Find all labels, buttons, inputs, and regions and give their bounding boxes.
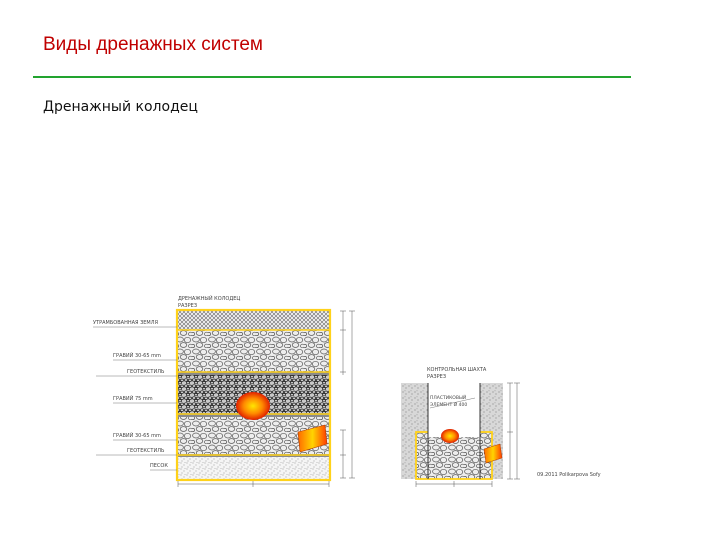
label-gravel-lower: ГРАВИЙ 30-65 mm (113, 433, 161, 439)
label-compacted-soil: УТРАМБОВАННАЯ ЗЕМЛЯ (93, 320, 158, 326)
slide-title: Виды дренажных систем (43, 34, 263, 55)
left-caption-line1: ДРЕНАЖНЫЙ КОЛОДЕЦ (178, 296, 241, 302)
layer-gravel-upper (178, 330, 329, 372)
label-sand: ПЕСОК (150, 463, 168, 469)
label-geotextile-lower: ГЕОТЕКСТИЛЬ (127, 448, 165, 454)
element-label-line1: ПЛАСТИКОВЫЙ (430, 396, 467, 401)
slide-subtitle: Дренажный колодец (43, 99, 198, 115)
label-geotextile-upper: ГЕОТЕКСТИЛЬ (127, 369, 165, 375)
inspection-shaft-section (401, 367, 601, 487)
right-caption-line1: КОНТРОЛЬНАЯ ШАХТА (427, 367, 487, 373)
drainage-well-section (93, 295, 355, 487)
left-caption-line2: РАЗРЕЗ (178, 303, 198, 309)
pipe-hotspot (236, 392, 270, 420)
element-label-line2: ЭЛЕМЕНТ Ø 400 (430, 403, 468, 408)
shaft-hotspot (441, 429, 459, 443)
drawing-stamp: 09.2011 Polikarpova Sofy (537, 472, 601, 478)
plastic-riser (428, 383, 480, 437)
layer-sand (178, 457, 329, 479)
label-gravel-coarse: ГРАВИЙ 75 mm (113, 396, 153, 402)
right-caption-line2: РАЗРЕЗ (427, 374, 447, 380)
label-gravel-upper: ГРАВИЙ 30-65 mm (113, 353, 161, 359)
layer-compacted-soil (178, 311, 329, 330)
